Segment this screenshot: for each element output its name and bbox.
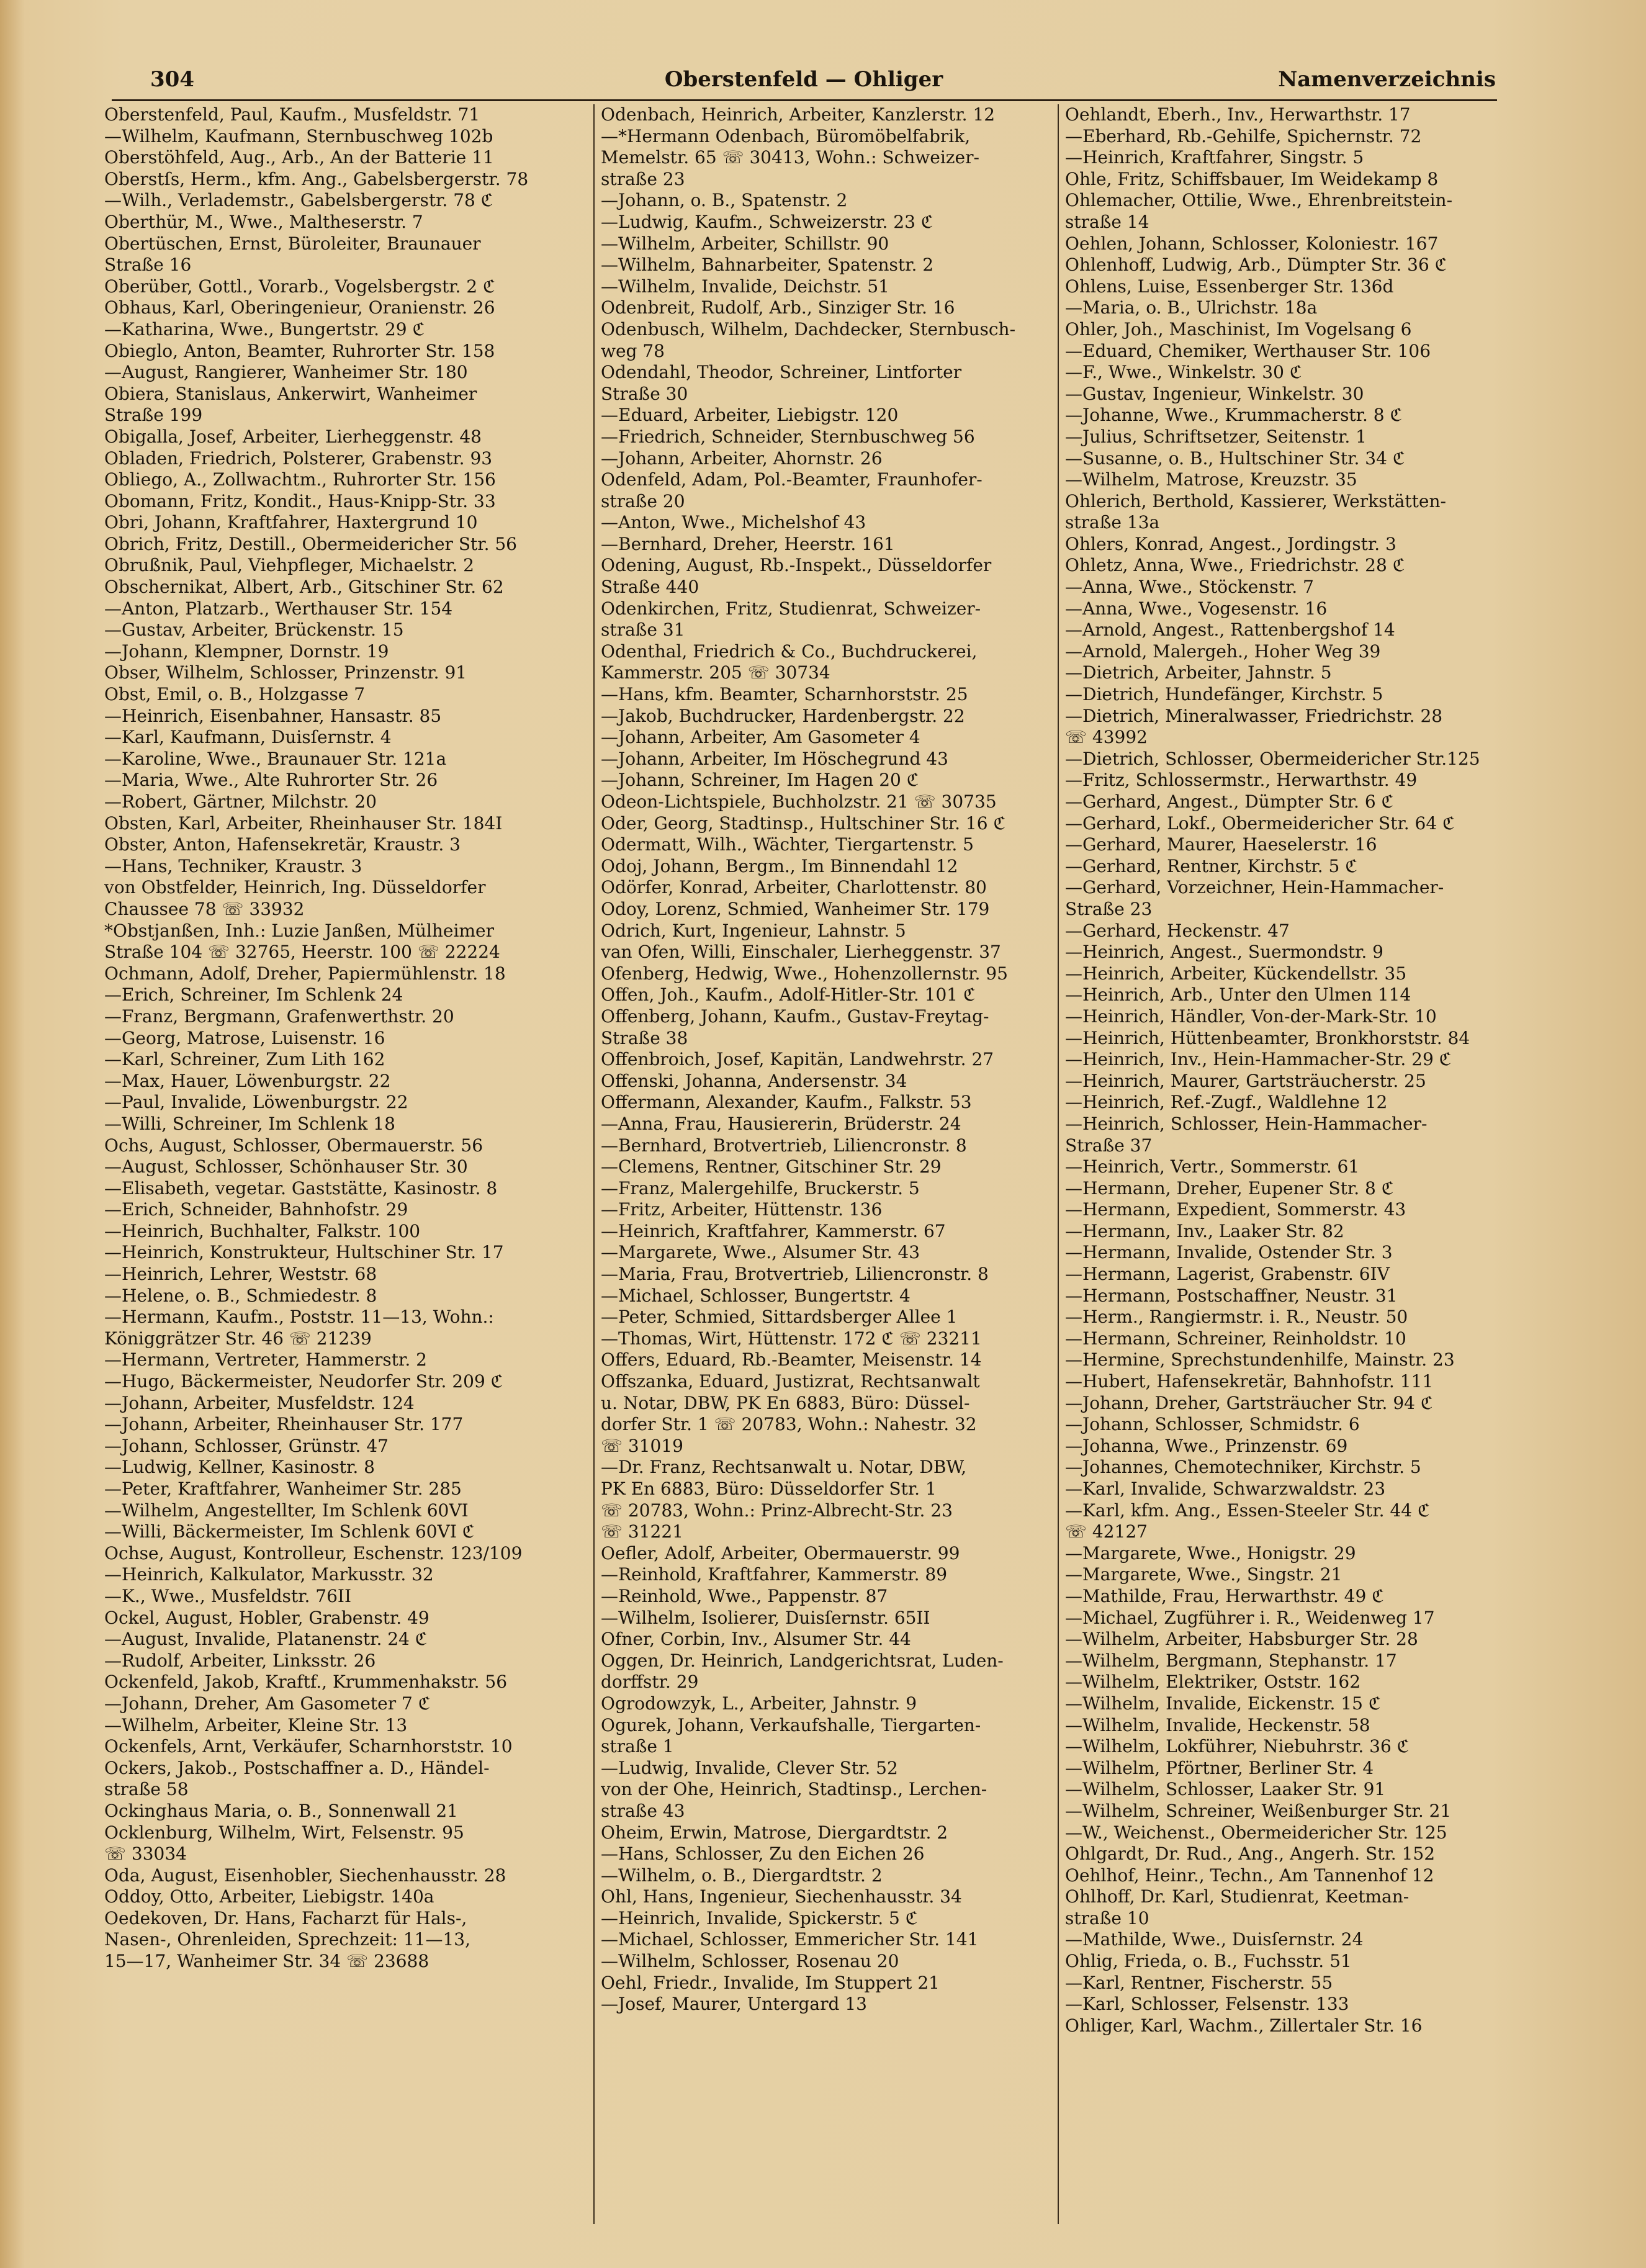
directory-entry-line: —Michael, Schlosser, Emmericher Str. 141 [601, 1929, 979, 1950]
directory-entry-line: dorffstr. 29 [601, 1672, 699, 1693]
directory-entry-line: Ockenfels, Arnt, Verkäufer, Scharnhorststr. 10 [104, 1736, 513, 1757]
directory-entry-line: —Heinrich, Vertr., Sommerstr. 61 [1065, 1156, 1360, 1177]
directory-entry-line: —Karl, kfm. Ang., Essen-Steeler Str. 44 ℭ [1065, 1500, 1430, 1521]
directory-entry-line: —Heinrich, Buchhalter, Falkstr. 100 [104, 1220, 421, 1241]
directory-entry-line: —Jakob, Buchdrucker, Hardenbergstr. 22 [601, 705, 965, 726]
directory-entry-line: van Ofen, Willi, Einschaler, Lierheggenstr. 37 [601, 942, 1001, 963]
directory-entry-line: —Margarete, Wwe., Honigstr. 29 [1065, 1542, 1356, 1564]
directory-entry-line: —Rudolf, Arbeiter, Linksstr. 26 [104, 1650, 376, 1671]
directory-entry-line: —Paul, Invalide, Löwenburgstr. 22 [104, 1092, 408, 1113]
directory-entry-line: Oberstſs, Herm., kfm. Ang., Gabelsbergerstr. 78 [104, 168, 529, 189]
directory-entry-line: —Eduard, Arbeiter, Liebigstr. 120 [601, 405, 899, 426]
directory-entry-line: Odenkirchen, Fritz, Studienrat, Schweizer- [601, 598, 981, 619]
directory-entry-line: —Gustav, Ingenieur, Winkelstr. 30 [1065, 383, 1364, 404]
directory-entry-line: Ockenfeld, Jakob, Kraftf., Krummenhakstr. 56 [104, 1672, 508, 1693]
directory-entry-line: Odenbreit, Rudolf, Arb., Sinziger Str. 16 [601, 297, 955, 318]
directory-entry-line: —Robert, Gärtner, Milchstr. 20 [104, 791, 377, 812]
directory-entry-line: straße 1 [601, 1736, 674, 1757]
directory-entry-line: Straße 16 [104, 254, 192, 276]
directory-entry-line: Obhaus, Karl, Oberingenieur, Oranienstr. 26 [104, 297, 495, 318]
directory-entry-line: —Wilhelm, Elektriker, Oststr. 162 [1065, 1672, 1361, 1693]
directory-entry-line: Odörfer, Konrad, Arbeiter, Charlottenstr. 80 [601, 877, 987, 898]
directory-entry-line: —Erich, Schneider, Bahnhofstr. 29 [104, 1199, 408, 1220]
directory-entry-line: ☏ 42127 [1065, 1521, 1148, 1542]
directory-entry-line: —Dietrich, Hundefänger, Kirchstr. 5 [1065, 684, 1383, 705]
directory-entry-line: —Gerhard, Heckenstr. 47 [1065, 920, 1290, 941]
directory-entry-line: —Gerhard, Maurer, Haeselerstr. 16 [1065, 834, 1377, 855]
directory-entry-line: straße 58 [104, 1779, 189, 1800]
directory-entry-line: Ochs, August, Schlosser, Obermauerstr. 56 [104, 1135, 483, 1156]
directory-entry-line: —Friedrich, Schneider, Sternbuschweg 56 [601, 426, 975, 447]
directory-entry-line: —Wilhelm, Invalide, Heckenstr. 58 [1065, 1714, 1370, 1735]
directory-entry-line: —Karoline, Wwe., Braunauer Str. 121a [104, 748, 447, 769]
directory-entry-line: —Hubert, Hafensekretär, Bahnhofstr. 111 [1065, 1371, 1434, 1392]
directory-entry-line: —Mathilde, Frau, Herwarthstr. 49 ℭ [1065, 1585, 1384, 1606]
directory-entry-line: —Wilhelm, Isolierer, Duisſernstr. 65II [601, 1607, 930, 1628]
directory-entry-line: —Wilhelm, Schreiner, Weißenburger Str. 21 [1065, 1800, 1452, 1821]
directory-entry-line: —Hermann, Vertreter, Hammerstr. 2 [104, 1349, 427, 1370]
directory-entry-line: Nasen-, Ohrenleiden, Sprechzeit: 11—13, [104, 1929, 471, 1950]
column-1 [104, 104, 590, 2227]
directory-entry-line: —Dietrich, Mineralwasser, Friedrichstr. 28 [1065, 705, 1443, 726]
directory-entry-line: Ofenberg, Hedwig, Wwe., Hohenzollernstr. 95 [601, 963, 1008, 984]
directory-entry-line: —Max, Hauer, Löwenburgstr. 22 [104, 1070, 391, 1091]
directory-entry-line: Ockel, August, Hobler, Grabenstr. 49 [104, 1607, 429, 1628]
directory-entry-line: —Wilhelm, Arbeiter, Habsburger Str. 28 [1065, 1629, 1418, 1650]
directory-entry-line: straße 43 [601, 1800, 685, 1821]
directory-entry-line: —Bernhard, Dreher, Heerstr. 161 [601, 533, 895, 554]
directory-entry-line: —Ludwig, Kaufm., Schweizerstr. 23 ℭ [601, 211, 933, 232]
directory-entry-line: Oehlandt, Eberh., Inv., Herwarthstr. 17 [1065, 104, 1411, 125]
directory-entry-line: Oggen, Dr. Heinrich, Landgerichtsrat, Luden- [601, 1650, 1004, 1671]
directory-entry-line: —Elisabeth, vegetar. Gaststätte, Kasinostr. 8 [104, 1177, 498, 1199]
directory-entry-line: Ohlerich, Berthold, Kassierer, Werkstätten- [1065, 490, 1446, 511]
directory-entry-line: —Gerhard, Lokf., Obermeidericher Str. 64 ℭ [1065, 812, 1455, 834]
directory-entry-line: —Wilhelm, Pförtner, Berliner Str. 4 [1065, 1757, 1374, 1778]
directory-entry-line: —Karl, Schreiner, Zum Lith 162 [104, 1049, 385, 1070]
directory-entry-line: u. Notar, DBW, PK En 6883, Büro: Düssel- [601, 1392, 970, 1413]
directory-entry-line: —Wilhelm, Bergmann, Stephanstr. 17 [1065, 1650, 1397, 1671]
directory-entry-line: —Arnold, Angest., Rattenbergshof 14 [1065, 619, 1395, 641]
directory-entry-line: Offszanka, Eduard, Justizrat, Rechtsanwalt [601, 1371, 980, 1392]
directory-entry-line: —Hans, Techniker, Kraustr. 3 [104, 855, 362, 876]
directory-entry-line: Kammerstr. 205 ☏ 30734 [601, 662, 830, 683]
directory-entry-line: —Dietrich, Arbeiter, Jahnstr. 5 [1065, 662, 1332, 683]
directory-entry-line: Straße 104 ☏ 32765, Heerstr. 100 ☏ 22224 [104, 942, 500, 963]
directory-entry-line: —Franz, Bergmann, Grafenwerthstr. 20 [104, 1006, 454, 1027]
directory-entry-line: Ockinghaus Maria, o. B., Sonnenwall 21 [104, 1800, 458, 1821]
directory-entry-line: —Peter, Schmied, Sittardsberger Allee 1 [601, 1307, 958, 1328]
directory-entry-line: Obschernikat, Albert, Arb., Gitschiner Str. 62 [104, 577, 504, 598]
directory-entry-line: Odrich, Kurt, Ingenieur, Lahnstr. 5 [601, 920, 906, 941]
directory-entry-line: Obrich, Fritz, Destill., Obermeidericher Str. 56 [104, 533, 517, 554]
directory-entry-line: —Wilhelm, Invalide, Deichstr. 51 [601, 276, 889, 297]
directory-entry-line: Odendahl, Theodor, Schreiner, Lintforter [601, 362, 962, 383]
directory-entry-line: —Reinhold, Kraftfahrer, Kammerstr. 89 [601, 1564, 948, 1585]
directory-entry-line: —Karl, Schlosser, Felsenstr. 133 [1065, 1994, 1349, 2015]
directory-entry-line: Obomann, Fritz, Kondit., Haus-Knipp-Str. 33 [104, 490, 496, 511]
directory-entry-line: —Johann, Schlosser, Grünstr. 47 [104, 1435, 389, 1456]
column-2 [601, 104, 1051, 2227]
directory-entry-line: —Willi, Bäckermeister, Im Schlenk 60VI ℭ [104, 1521, 475, 1542]
directory-entry-line: PK En 6883, Büro: Düsseldorfer Str. 1 [601, 1478, 937, 1499]
directory-entry-line: Obigalla, Josef, Arbeiter, Lierheggenstr. 48 [104, 426, 482, 447]
directory-entry-line: —Heinrich, Schlosser, Hein-Hammacher- [1065, 1113, 1428, 1134]
directory-entry-line: *Obstjanßen, Inh.: Luzie Janßen, Mülheimer [104, 920, 494, 941]
directory-entry-line: —Johann, Arbeiter, Rheinhauser Str. 177 [104, 1414, 464, 1435]
directory-entry-line: —Thomas, Wirt, Hüttenstr. 172 ℭ ☏ 23211 [601, 1328, 982, 1349]
directory-entry-line: —Johann, Klempner, Dornstr. 19 [104, 641, 389, 662]
directory-entry-line: —Michael, Zugführer i. R., Weidenweg 17 [1065, 1607, 1435, 1628]
directory-entry-line: —Wilhelm, Arbeiter, Schillstr. 90 [601, 233, 889, 254]
directory-entry-line: Obladen, Friedrich, Polsterer, Grabenstr. 93 [104, 448, 493, 469]
page-header [112, 67, 1496, 103]
directory-entry-line: —Gerhard, Vorzeichner, Hein-Hammacher- [1065, 877, 1444, 898]
directory-entry-line: —Heinrich, Kraftfahrer, Kammerstr. 67 [601, 1220, 946, 1241]
directory-entry-line: —Johann, Schlosser, Schmidstr. 6 [1065, 1414, 1360, 1435]
directory-entry-line: —Johann, Dreher, Am Gasometer 7 ℭ [104, 1693, 431, 1714]
directory-entry-line: —Johann, Arbeiter, Am Gasometer 4 [601, 727, 920, 748]
directory-entry-line: —Johanna, Wwe., Prinzenstr. 69 [1065, 1435, 1348, 1456]
directory-entry-line: —Reinhold, Wwe., Pappenstr. 87 [601, 1585, 888, 1606]
directory-entry-line: Offenberg, Johann, Kaufm., Gustav-Freytag- [601, 1006, 989, 1027]
directory-entry-line: Straße 37 [1065, 1135, 1153, 1156]
directory-entry-line: Oberthür, M., Wwe., Maltheserstr. 7 [104, 211, 423, 232]
directory-entry-line: Obliego, A., Zollwachtm., Ruhrorter Str. 156 [104, 469, 496, 490]
column-divider [593, 104, 595, 2224]
directory-entry-line: straße 14 [1065, 211, 1149, 232]
directory-entry-line: —Wilhelm, Lokführer, Niebuhrstr. 36 ℭ [1065, 1736, 1410, 1757]
directory-entry-line: —Heinrich, Ref.-Zugf., Waldlehne 12 [1065, 1092, 1388, 1113]
directory-entry-line: —August, Invalide, Platanenstr. 24 ℭ [104, 1629, 428, 1650]
directory-entry-line: —Katharina, Wwe., Bungertstr. 29 ℭ [104, 318, 425, 340]
directory-entry-line: Straße 23 [1065, 898, 1153, 919]
directory-entry-line: ☏ 33034 [104, 1843, 187, 1865]
directory-entry-line: —Georg, Matrose, Luisenstr. 16 [104, 1027, 385, 1048]
directory-entry-line: Odeon-Lichtspiele, Buchholzstr. 21 ☏ 30735 [601, 791, 997, 812]
directory-entry-line: Oedekoven, Dr. Hans, Facharzt für Hals-, [104, 1907, 467, 1928]
directory-entry-line: ☏ 31221 [601, 1521, 683, 1542]
directory-entry-line: Obsten, Karl, Arbeiter, Rheinhauser Str. 184I [104, 812, 503, 834]
directory-entry-line: —Wilhelm, Schlosser, Laaker Str. 91 [1065, 1779, 1386, 1800]
directory-entry-line: Offen, Joh., Kaufm., Adolf-Hitler-Str. 101 ℭ [601, 984, 976, 1006]
directory-entry-line: —Hermine, Sprechstundenhilfe, Mainstr. 23 [1065, 1349, 1455, 1370]
directory-entry-line: Obrußnik, Paul, Viehpfleger, Michaelstr. 2 [104, 555, 474, 576]
directory-entry-line: Ogrodowzyk, L., Arbeiter, Jahnstr. 9 [601, 1693, 917, 1714]
directory-entry-line: Odermatt, Wilh., Wächter, Tiergartenstr. 5 [601, 834, 974, 855]
directory-entry-line: Königgrätzer Str. 46 ☏ 21239 [104, 1328, 372, 1349]
directory-entry-line: —Wilhelm, o. B., Diergardtstr. 2 [601, 1865, 883, 1886]
directory-entry-line: —Heinrich, Arb., Unter den Ulmen 114 [1065, 984, 1411, 1006]
directory-entry-line: —Julius, Schriftsetzer, Seitenstr. 1 [1065, 426, 1367, 447]
section-title: Namenverzeichnis [1278, 67, 1496, 92]
directory-entry-line: —Hermann, Inv., Laaker Str. 82 [1065, 1220, 1344, 1241]
directory-entry-line: —Hermann, Lagerist, Grabenstr. 6IV [1065, 1264, 1390, 1285]
directory-entry-line: —Michael, Schlosser, Bungertstr. 4 [601, 1285, 911, 1306]
directory-entry-line: —Franz, Malergehilfe, Bruckerstr. 5 [601, 1177, 920, 1199]
directory-entry-line: von der Ohe, Heinrich, Stadtinsp., Lerchen- [601, 1779, 987, 1800]
directory-entry-line: —Hans, Schlosser, Zu den Eichen 26 [601, 1843, 925, 1865]
directory-entry-line: Offers, Eduard, Rb.-Beamter, Meisenstr. 14 [601, 1349, 982, 1370]
directory-entry-line: —Willi, Schreiner, Im Schlenk 18 [104, 1113, 395, 1134]
page-number: 304 [150, 67, 194, 92]
directory-entry-line: —Fritz, Schlossermstr., Herwarthstr. 49 [1065, 770, 1418, 791]
directory-entry-line: —Heinrich, Konstrukteur, Hultschiner Str. 17 [104, 1242, 504, 1263]
directory-entry-line: —Ludwig, Kellner, Kasinostr. 8 [104, 1457, 375, 1478]
directory-entry-line: —Heinrich, Lehrer, Weststr. 68 [104, 1264, 377, 1285]
directory-entry-line: —Hugo, Bäckermeister, Neudorfer Str. 209 ℭ [104, 1371, 503, 1392]
directory-entry-line: Obser, Wilhelm, Schlosser, Prinzenstr. 91 [104, 662, 467, 683]
directory-entry-line: —Maria, Wwe., Alte Ruhrorter Str. 26 [104, 770, 438, 791]
directory-entry-line: —Mathilde, Wwe., Duisſernstr. 24 [1065, 1929, 1364, 1950]
directory-entry-line: Oberüber, Gottl., Vorarb., Vogelsbergstr. 2 ℭ [104, 276, 495, 297]
directory-entry-line: Oehl, Friedr., Invalide, Im Stuppert 21 [601, 1972, 940, 1993]
directory-entry-line: ☏ 31019 [601, 1435, 683, 1456]
column-divider [1058, 104, 1059, 2224]
directory-entry-line: —Karl, Rentner, Fischerstr. 55 [1065, 1972, 1333, 1993]
directory-entry-line: Ocklenburg, Wilhelm, Wirt, Felsenstr. 95 [104, 1822, 464, 1843]
directory-entry-line: Oddoy, Otto, Arbeiter, Liebigstr. 140a [104, 1886, 434, 1907]
directory-entry-line: Ohlemacher, Ottilie, Wwe., Ehrenbreitstein- [1065, 190, 1453, 211]
directory-entry-line: Ogurek, Johann, Verkaufshalle, Tiergarten- [601, 1714, 981, 1735]
directory-entry-line: —Wilhelm, Invalide, Eickenstr. 15 ℭ [1065, 1693, 1381, 1714]
directory-entry-line: —Johann, Arbeiter, Musfeldstr. 124 [104, 1392, 415, 1413]
directory-entry-line: —F., Wwe., Winkelstr. 30 ℭ [1065, 362, 1302, 383]
directory-entry-line: straße 31 [601, 619, 685, 641]
directory-entry-line: Ohle, Fritz, Schiffsbauer, Im Weidekamp 8 [1065, 168, 1439, 189]
directory-entry-line: —Wilh., Verlademstr., Gabelsbergerstr. 78 ℭ [104, 190, 493, 211]
directory-entry-line: Odening, August, Rb.-Inspekt., Düsseldorfer [601, 555, 992, 576]
directory-entry-line: —Heinrich, Kraftfahrer, Singstr. 5 [1065, 147, 1364, 168]
directory-entry-line: Obiera, Stanislaus, Ankerwirt, Wanheimer [104, 383, 477, 404]
directory-entry-line: Oder, Georg, Stadtinsp., Hultschiner Str. 16 ℭ [601, 812, 1006, 834]
directory-entry-line: —Wilhelm, Kaufmann, Sternbuschweg 102b [104, 125, 493, 146]
directory-entry-line: —Karl, Kaufmann, Duisſernstr. 4 [104, 727, 392, 748]
directory-entry-line: Odoy, Lorenz, Schmied, Wanheimer Str. 179 [601, 898, 990, 919]
directory-entry-line: —Margarete, Wwe., Alsumer Str. 43 [601, 1242, 920, 1263]
directory-entry-line: —Clemens, Rentner, Gitschiner Str. 29 [601, 1156, 942, 1177]
directory-entry-line: Straße 440 [601, 577, 699, 598]
directory-entry-line: Odenbach, Heinrich, Arbeiter, Kanzlerstr. 12 [601, 104, 996, 125]
directory-entry-line: —Johann, Arbeiter, Ahornstr. 26 [601, 448, 883, 469]
directory-entry-line: straße 23 [601, 168, 685, 189]
directory-entry-line: —Anna, Frau, Hausiererin, Brüderstr. 24 [601, 1113, 961, 1134]
directory-entry-line: Odoj, Johann, Bergm., Im Binnendahl 12 [601, 855, 958, 876]
directory-entry-line: —Bernhard, Brotvertrieb, Liliencronstr. 8 [601, 1135, 967, 1156]
directory-entry-line: —Hermann, Expedient, Sommerstr. 43 [1065, 1199, 1406, 1220]
directory-entry-line: Oberstenfeld, Paul, Kaufm., Musfeldstr. 71 [104, 104, 480, 125]
directory-entry-line: —Gerhard, Angest., Dümpter Str. 6 ℭ [1065, 791, 1394, 812]
directory-entry-line: straße 13a [1065, 512, 1160, 533]
directory-entry-line: Obster, Anton, Hafensekretär, Kraustr. 3 [104, 834, 461, 855]
directory-entry-line: —Maria, Frau, Brotvertrieb, Liliencronstr. 8 [601, 1264, 989, 1285]
directory-entry-line: Oehlen, Johann, Schlosser, Koloniestr. 167 [1065, 233, 1439, 254]
directory-entry-line: —W., Weichenst., Obermeidericher Str. 125 [1065, 1822, 1447, 1843]
directory-entry-line: —Dr. Franz, Rechtsanwalt u. Notar, DBW, [601, 1457, 967, 1478]
directory-entry-line: von Obstfelder, Heinrich, Ing. Düsseldorfer [104, 877, 486, 898]
directory-entry-line: Ohl, Hans, Ingenieur, Siechenhausstr. 34 [601, 1886, 962, 1907]
directory-entry-line: Straße 38 [601, 1027, 688, 1048]
directory-entry-line: —Wilhelm, Matrose, Kreuzstr. 35 [1065, 469, 1357, 490]
directory-entry-line: —Johann, Dreher, Gartsträucher Str. 94 ℭ [1065, 1392, 1433, 1413]
directory-entry-line: Ohlhoff, Dr. Karl, Studienrat, Keetman- [1065, 1886, 1410, 1907]
directory-entry-line: —K., Wwe., Musfeldstr. 76II [104, 1585, 352, 1606]
directory-entry-line: —Hans, kfm. Beamter, Scharnhorststr. 25 [601, 684, 968, 705]
directory-entry-line: —Wilhelm, Arbeiter, Kleine Str. 13 [104, 1714, 408, 1735]
directory-entry-line: —Heinrich, Arbeiter, Kückendellstr. 35 [1065, 963, 1407, 984]
directory-entry-line: —Hermann, Schreiner, Reinholdstr. 10 [1065, 1328, 1406, 1349]
directory-entry-line: Ohlens, Luise, Essenberger Str. 136d [1065, 276, 1394, 297]
directory-entry-line: ☏ 43992 [1065, 727, 1148, 748]
directory-entry-line: —*Hermann Odenbach, Büromöbelfabrik, [601, 125, 971, 146]
directory-entry-line: —Heinrich, Hüttenbeamter, Bronkhorststr. 84 [1065, 1027, 1470, 1048]
directory-entry-line: Odenfeld, Adam, Pol.-Beamter, Fraunhofer- [601, 469, 983, 490]
directory-entry-line: Odenbusch, Wilhelm, Dachdecker, Sternbusch- [601, 318, 1016, 340]
directory-entry-line: —Margarete, Wwe., Singstr. 21 [1065, 1564, 1342, 1585]
directory-entry-line: Chaussee 78 ☏ 33932 [104, 898, 305, 919]
directory-entry-line: —Heinrich, Invalide, Spickerstr. 5 ℭ [601, 1907, 918, 1928]
directory-entry-line: —Dietrich, Schlosser, Obermeidericher Str.125 [1065, 748, 1480, 769]
directory-entry-line: dorfer Str. 1 ☏ 20783, Wohn.: Nahestr. 32 [601, 1414, 977, 1435]
directory-entry-line: Offenbroich, Josef, Kapitän, Landwehrstr. 27 [601, 1049, 994, 1070]
directory-entry-line: —Heinrich, Kalkulator, Markusstr. 32 [104, 1564, 434, 1585]
directory-entry-line: Oehlhof, Heinr., Techn., Am Tannenhof 12 [1065, 1865, 1434, 1886]
directory-entry-line: —Johann, o. B., Spatenstr. 2 [601, 190, 848, 211]
directory-entry-line: Ofner, Corbin, Inv., Alsumer Str. 44 [601, 1629, 911, 1650]
directory-entry-line: —Gustav, Arbeiter, Brückenstr. 15 [104, 619, 404, 641]
directory-entry-line: —Karl, Invalide, Schwarzwaldstr. 23 [1065, 1478, 1386, 1499]
directory-entry-line: —Johann, Schreiner, Im Hagen 20 ℭ [601, 770, 919, 791]
directory-entry-line: —Anna, Wwe., Stöckenstr. 7 [1065, 577, 1314, 598]
directory-entry-line: —August, Schlosser, Schönhauser Str. 30 [104, 1156, 468, 1177]
header-rule [112, 99, 1497, 101]
directory-entry-line: —Heinrich, Maurer, Gartsträucherstr. 25 [1065, 1070, 1426, 1091]
directory-entry-line: —Hermann, Dreher, Eupener Str. 8 ℭ [1065, 1177, 1394, 1199]
directory-entry-line: Ohler, Joh., Maschinist, Im Vogelsang 6 [1065, 318, 1412, 340]
directory-entry-line: —Hermann, Invalide, Ostender Str. 3 [1065, 1242, 1393, 1263]
directory-entry-line: Ohlig, Frieda, o. B., Fuchsstr. 51 [1065, 1951, 1352, 1972]
directory-entry-line: Ohlers, Konrad, Angest., Jordingstr. 3 [1065, 533, 1396, 554]
directory-entry-line: —Johanne, Wwe., Krummacherstr. 8 ℭ [1065, 405, 1403, 426]
directory-entry-line: Ochmann, Adolf, Dreher, Papiermühlenstr. 18 [104, 963, 506, 984]
directory-entry-line: 15—17, Wanheimer Str. 34 ☏ 23688 [104, 1951, 429, 1972]
directory-entry-line: —Hermann, Kaufm., Poststr. 11—13, Wohn.: [104, 1307, 494, 1328]
directory-entry-line: —Johannes, Chemotechniker, Kirchstr. 5 [1065, 1457, 1421, 1478]
directory-entry-line: straße 20 [601, 490, 685, 511]
directory-entry-line: —Fritz, Arbeiter, Hüttenstr. 136 [601, 1199, 883, 1220]
directory-entry-line: —Johann, Arbeiter, Im Höschegrund 43 [601, 748, 948, 769]
directory-entry-line: —Wilhelm, Angestellter, Im Schlenk 60VI [104, 1500, 469, 1521]
directory-entry-line: Oheim, Erwin, Matrose, Diergardtstr. 2 [601, 1822, 948, 1843]
column-3 [1065, 104, 1500, 2227]
directory-entry-line: Straße 199 [104, 405, 203, 426]
directory-entry-line: Obri, Johann, Kraftfahrer, Haxtergrund 10 [104, 512, 478, 533]
directory-entry-line: Ohliger, Karl, Wachm., Zillertaler Str. 16 [1065, 2015, 1423, 2036]
directory-entry-line: Ochse, August, Kontrolleur, Eschenstr. 123/109 [104, 1542, 523, 1564]
directory-entry-line: —Anton, Wwe., Michelshof 43 [601, 512, 866, 533]
directory-entry-line: —Eduard, Chemiker, Werthauser Str. 106 [1065, 340, 1431, 361]
directory-entry-line: —Hermann, Postschaffner, Neustr. 31 [1065, 1285, 1398, 1306]
directory-entry-line: —Wilhelm, Bahnarbeiter, Spatenstr. 2 [601, 254, 934, 276]
directory-entry-line: —Heinrich, Händler, Von-der-Mark-Str. 10 [1065, 1006, 1437, 1027]
directory-entry-line: ☏ 20783, Wohn.: Prinz-Albrecht-Str. 23 [601, 1500, 953, 1521]
directory-entry-line: —Josef, Maurer, Untergard 13 [601, 1994, 867, 2015]
directory-entry-line: weg 78 [601, 340, 665, 361]
directory-entry-line: straße 10 [1065, 1907, 1149, 1928]
directory-entry-line: —Ludwig, Invalide, Clever Str. 52 [601, 1757, 898, 1778]
directory-entry-line: —Peter, Kraftfahrer, Wanheimer Str. 285 [104, 1478, 462, 1499]
directory-entry-line: Ohletz, Anna, Wwe., Friedrichstr. 28 ℭ [1065, 555, 1405, 576]
running-head: Oberstenfeld — Ohliger [664, 67, 943, 92]
directory-entry-line: Oefler, Adolf, Arbeiter, Obermauerstr. 99 [601, 1542, 960, 1564]
directory-entry-line: —August, Rangierer, Wanheimer Str. 180 [104, 362, 468, 383]
directory-entry-line: —Anton, Platzarb., Werthauser Str. 154 [104, 598, 453, 619]
directory-entry-line: —Herm., Rangiermstr. i. R., Neustr. 50 [1065, 1307, 1408, 1328]
directory-entry-line: Obieglo, Anton, Beamter, Ruhrorter Str. 158 [104, 340, 495, 361]
directory-entry-line: —Erich, Schreiner, Im Schlenk 24 [104, 984, 403, 1006]
directory-entry-line: Memelstr. 65 ☏ 30413, Wohn.: Schweizer- [601, 147, 979, 168]
directory-entry-line: Obertüschen, Ernst, Büroleiter, Braunauer [104, 233, 481, 254]
directory-entry-line: —Arnold, Malergeh., Hoher Weg 39 [1065, 641, 1381, 662]
directory-entry-line: Oberstöhfeld, Aug., Arb., An der Batterie 11 [104, 147, 494, 168]
directory-entry-line: Oda, August, Eisenhobler, Siechenhausstr. 28 [104, 1865, 506, 1886]
directory-entry-line: Odenthal, Friedrich & Co., Buchdruckerei, [601, 641, 978, 662]
directory-entry-line: Ockers, Jakob., Postschaffner a. D., Händel- [104, 1757, 490, 1778]
directory-entry-line: Obst, Emil, o. B., Holzgasse 7 [104, 684, 366, 705]
directory-entry-line: Offenski, Johanna, Andersenstr. 34 [601, 1070, 907, 1091]
directory-entry-line: —Susanne, o. B., Hultschiner Str. 34 ℭ [1065, 448, 1405, 469]
directory-entry-line: —Heinrich, Eisenbahner, Hansastr. 85 [104, 705, 442, 726]
directory-entry-line: Offermann, Alexander, Kaufm., Falkstr. 53 [601, 1092, 972, 1113]
directory-entry-line: Ohlgardt, Dr. Rud., Ang., Angerh. Str. 152 [1065, 1843, 1436, 1865]
directory-entry-line: —Anna, Wwe., Vogesenstr. 16 [1065, 598, 1328, 619]
directory-entry-line: —Gerhard, Rentner, Kirchstr. 5 ℭ [1065, 855, 1357, 876]
directory-entry-line: —Heinrich, Inv., Hein-Hammacher-Str. 29 ℭ [1065, 1049, 1452, 1070]
directory-entry-line: —Maria, o. B., Ulrichstr. 18a [1065, 297, 1318, 318]
directory-entry-line: —Heinrich, Angest., Suermondstr. 9 [1065, 942, 1383, 963]
directory-entry-line: Straße 30 [601, 383, 688, 404]
directory-entry-line: Ohlenhoff, Ludwig, Arb., Dümpter Str. 36 ℭ [1065, 254, 1447, 276]
directory-entry-line: —Eberhard, Rb.-Gehilfe, Spichernstr. 72 [1065, 125, 1422, 146]
directory-entry-line: —Helene, o. B., Schmiedestr. 8 [104, 1285, 377, 1306]
directory-entry-line: —Wilhelm, Schlosser, Rosenau 20 [601, 1951, 899, 1972]
